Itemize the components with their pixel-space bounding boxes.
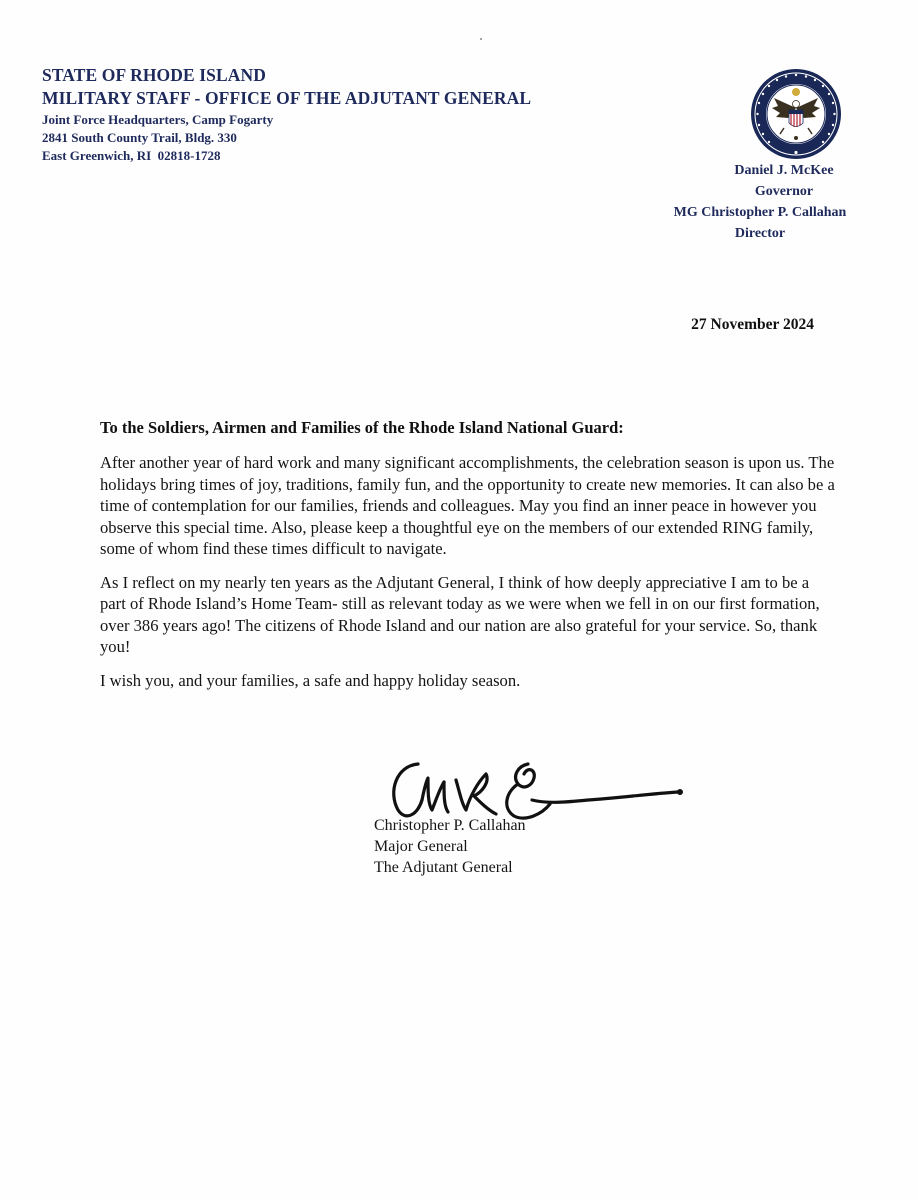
signer-rank: Major General: [374, 838, 468, 855]
seal-icon: [750, 68, 842, 160]
letterhead-office: MILITARY STAFF - OFFICE OF THE ADJUTANT GENERAL: [42, 88, 532, 108]
scan-mark: [480, 38, 482, 40]
address-line: Joint Force Headquarters, Camp Fogarty: [42, 112, 274, 127]
address-line: 2841 South County Trail, Bldg. 330: [42, 130, 237, 145]
salutation: To the Soldiers, Airmen and Families of the Rhode Island National Guard:: [100, 418, 624, 437]
letterhead: [42, 64, 531, 165]
director-title: Director: [734, 226, 786, 241]
signature-block: [374, 815, 526, 878]
signer-name: Christopher P. Callahan: [374, 817, 526, 834]
director-name: MG Christopher P. Callahan: [673, 205, 847, 220]
body-paragraph: After another year of hard work and many significant accomplishments, the celebration season is upon us. The holidays bring times of joy, traditions, family fun, and the opportunity to create new memories. It can also be a time of contemplation for our families, friends and colleagues. May you find an inner peace in however you observe this special time. Also, please keep a thoughtful eye on the members of our extended RING family, some of whom find these times difficult to navigate.: [100, 453, 835, 558]
letter-date: 27 November 2024: [691, 316, 814, 333]
letter-body: [100, 452, 835, 703]
governor-title: Governor: [754, 184, 814, 199]
letterhead-address: [42, 111, 531, 165]
signer-title: The Adjutant General: [374, 859, 513, 876]
governor-name: Daniel J. McKee: [734, 163, 834, 178]
body-paragraph: As I reflect on my nearly ten years as the Adjutant General, I think of how deeply appreciative I am to be a part of Rhode Island’s Home Team- still as relevant today as we were when we fell in on our first formation, over 386 years ago! The citizens of Rhode Island and our nation are also grateful for your service. So, thank you!: [100, 572, 820, 656]
body-paragraph: I wish you, and your families, a safe and happy holiday season.: [100, 670, 521, 690]
address-line: East Greenwich, RI 02818-1728: [42, 148, 221, 163]
officials-block: [630, 160, 890, 244]
letterhead-state: STATE OF RHODE ISLAND: [42, 65, 266, 85]
